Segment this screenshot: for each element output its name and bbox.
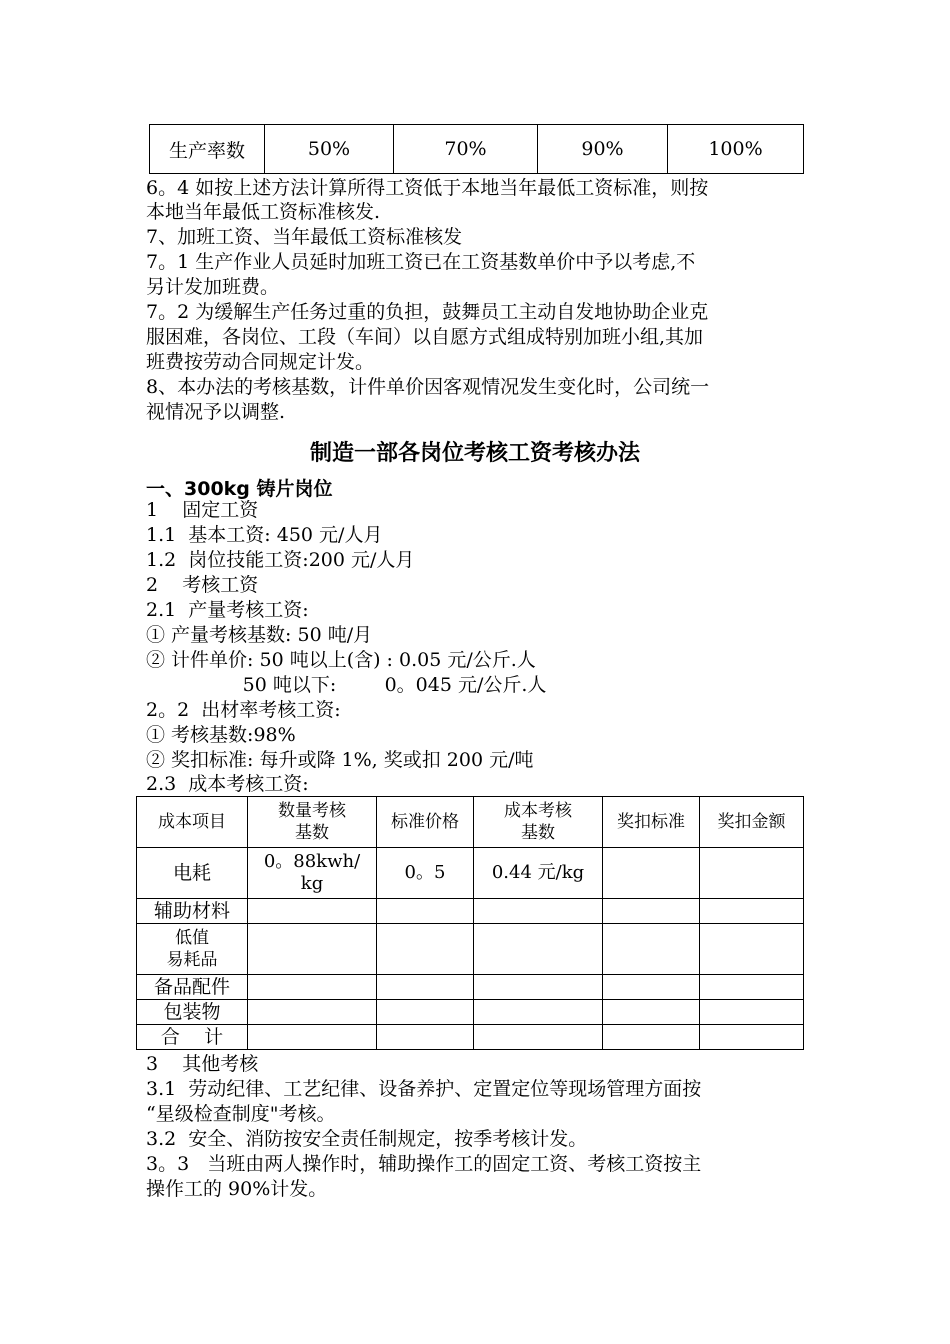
table-header-cell: 标准价格: [377, 797, 474, 848]
table-cell: 合 计: [137, 1025, 248, 1050]
table-cell: 电耗: [137, 848, 248, 899]
table-cell: [474, 924, 603, 975]
table-row: [137, 848, 804, 899]
paragraph-line: 操作工的 90%计发。: [146, 1178, 328, 1200]
table-cell: [248, 975, 377, 1000]
paragraph-line: 3.1 劳动纪律、工艺纪律、设备养护、定置定位等现场管理方面按: [146, 1078, 702, 1100]
paragraph-line: 3。3 当班由两人操作时，辅助操作工的固定工资、考核工资按主: [146, 1153, 702, 1175]
paragraph-line: 本地当年最低工资标准核发.: [146, 201, 381, 223]
table-header-cell: 成本考核 基数: [474, 797, 603, 848]
table-cell: [700, 1025, 804, 1050]
paragraph-line: 3.2 安全、消防按安全责任制规定，按季考核计发。: [146, 1128, 588, 1150]
table-cell: [700, 1000, 804, 1025]
rate-value: 50%: [265, 125, 394, 174]
paragraph-line: 8、本办法的考核基数，计件单价因客观情况发生变化时，公司统一: [146, 376, 710, 398]
rate-value: 100%: [668, 125, 804, 174]
table-cell: [248, 1025, 377, 1050]
table-row: [137, 1000, 804, 1025]
table-header-row: [137, 797, 804, 848]
table-cell: [603, 924, 700, 975]
rate-label: 生产率数: [150, 125, 265, 174]
document-title: 制造一部各岗位考核工资考核办法: [309, 441, 640, 466]
table-cell: [603, 1025, 700, 1050]
table-cell: [377, 1025, 474, 1050]
paragraph-line: 7、加班工资、当年最低工资标准核发: [146, 226, 463, 248]
table-cell: [700, 899, 804, 924]
table-cell: 0。5: [377, 848, 474, 899]
paragraph-line: 1.1 基本工资: 450 元/人月: [146, 524, 383, 546]
table-cell: [377, 975, 474, 1000]
paragraph-line: 2。2 出材率考核工资:: [146, 699, 341, 721]
paragraph-line: 7。2 为缓解生产任务过重的负担，鼓舞员工主动自发地协助企业克: [146, 301, 709, 323]
table-cell: 包装物: [137, 1000, 248, 1025]
paragraph-line: “星级检查制度"考核。: [146, 1103, 336, 1125]
table-row: [137, 1025, 804, 1050]
table-cell: [700, 924, 804, 975]
table-header-cell: 数量考核 基数: [248, 797, 377, 848]
table-cell: [248, 1000, 377, 1025]
paragraph-line: ① 考核基数:98%: [146, 724, 296, 746]
paragraph-line: ① 产量考核基数: 50 吨/月: [146, 624, 373, 646]
production-rate-table: [149, 124, 804, 174]
paragraph-line: 2.3 成本考核工资:: [146, 773, 309, 795]
cost-assessment-table: [136, 796, 804, 1050]
paragraph-line: 2.1 产量考核工资:: [146, 599, 309, 621]
section-title: 一、300kg 铸片岗位: [146, 478, 333, 500]
table-cell: [603, 1000, 700, 1025]
table-header-cell: 奖扣金额: [700, 797, 804, 848]
table-cell: [474, 1000, 603, 1025]
paragraph-line: 1 固定工资: [146, 499, 259, 521]
paragraph-line: ② 奖扣标准: 每升或降 1%, 奖或扣 200 元/吨: [146, 749, 534, 771]
table-cell: [700, 975, 804, 1000]
table-row: [137, 924, 804, 975]
table-header-cell: 成本项目: [137, 797, 248, 848]
table-row: [150, 125, 804, 174]
paragraph-line: 50 吨以下: 0。045 元/公斤.人: [146, 674, 547, 696]
table-cell: [248, 899, 377, 924]
table-row: [137, 975, 804, 1000]
paragraph-line: 班费按劳动合同规定计发。: [146, 351, 375, 373]
paragraph-line: 1.2 岗位技能工资:200 元/人月: [146, 549, 415, 571]
table-cell: [603, 848, 700, 899]
table-cell: 辅助材料: [137, 899, 248, 924]
table-cell: [377, 924, 474, 975]
table-cell: [474, 1025, 603, 1050]
paragraph-line: 2 考核工资: [146, 574, 259, 596]
paragraph-line: 7。1 生产作业人员延时加班工资已在工资基数单价中予以考虑,不: [146, 251, 696, 273]
table-cell: [700, 848, 804, 899]
paragraph-line: 服困难，各岗位、工段（车间）以自愿方式组成特别加班小组,其加: [146, 326, 704, 348]
paragraph-line: 3 其他考核: [146, 1053, 259, 1075]
paragraph-line: 6。4 如按上述方法计算所得工资低于本地当年最低工资标准，则按: [146, 177, 709, 199]
table-cell: 低值 易耗品: [137, 924, 248, 975]
paragraph-line: ② 计件单价: 50 吨以上(含) : 0.05 元/公斤.人: [146, 649, 536, 671]
table-cell: 0.44 元/kg: [474, 848, 603, 899]
table-cell: [377, 899, 474, 924]
table-row: [137, 899, 804, 924]
table-cell: [248, 924, 377, 975]
table-cell: 0。88kwh/ kg: [248, 848, 377, 899]
table-cell: [474, 899, 603, 924]
table-cell: [474, 975, 603, 1000]
table-cell: 备品配件: [137, 975, 248, 1000]
table-header-cell: 奖扣标准: [603, 797, 700, 848]
table-cell: [377, 1000, 474, 1025]
rate-value: 90%: [538, 125, 668, 174]
table-cell: [603, 899, 700, 924]
paragraph-line: 视情况予以调整.: [146, 401, 286, 423]
table-cell: [603, 975, 700, 1000]
rate-value: 70%: [394, 125, 538, 174]
paragraph-line: 另计发加班费。: [146, 276, 280, 298]
